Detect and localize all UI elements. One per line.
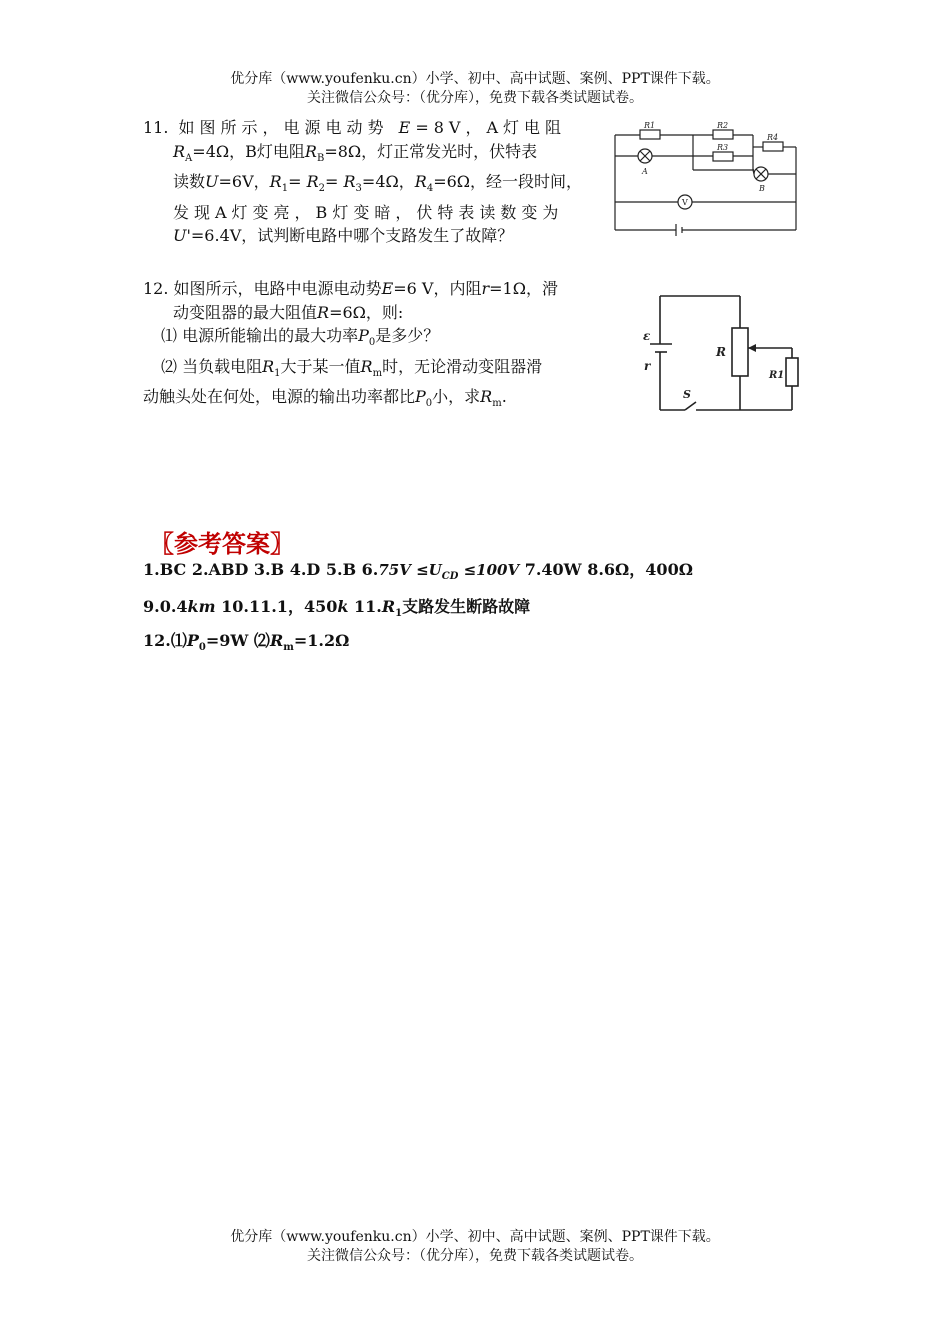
fig1-label-v: V	[682, 198, 688, 207]
fig1-label-a: A	[642, 167, 648, 176]
header-line-1: 优分库（www.youfenku.cn）小学、初中、高中试题、案例、PPT课件下载。	[230, 71, 720, 87]
circuit-11-svg	[613, 118, 799, 236]
q11-number: 11.	[143, 118, 169, 137]
q12-number: 12.	[143, 279, 169, 298]
header-line-2: 关注微信公众号：（优分库），免费下载各类试题试卷。	[307, 90, 643, 106]
fig2-label-eps: ε	[643, 329, 651, 343]
question-12: 12. 如图所示，电路中电源电动势E=6 V，内阻r=1Ω，滑 动变阻器的最大阻值R=6Ω，则: ⑴ 电源所能输出的最大功率$P_0$是多少？ ⑵ 当负载电阻$R_1$大于某一值$R_m$时，无论滑动变阻器滑 动触头处在何处，电源的输出功率都比$P_0$小，求$R_m$.	[143, 279, 558, 410]
answers-line-3: $12.⑴P_0=9W$ $⑵R_m=1.2\Omega$	[143, 631, 350, 654]
fig1-label-r2: R2	[717, 121, 729, 130]
circuit-12-svg	[638, 290, 810, 418]
question-11: 11. 如图所示，电源电动势 E=8V，A灯电阻 $R_A=4\Omega$，B灯电阻$R_B=8\Omega$，灯正常发光时，伏特表 读数U=6V，$R_1= R_2= R_3=4\Omega$，$R_4=6\Omega$，经一段时间， 发现A灯变亮，B灯变暗，伏特表读数变为 U'=6.4V，试判断电路中哪个支路发生了故障？	[143, 118, 583, 246]
footer-line-2: 关注微信公众号：（优分库），免费下载各类试题试卷。	[307, 1248, 643, 1264]
circuit-diagram-12	[638, 290, 810, 422]
fig1-label-r3: R3	[717, 143, 729, 152]
page-footer	[0, 1228, 950, 1266]
fig1-label-b: B	[759, 184, 765, 193]
fig2-label-big-r: R	[716, 345, 726, 359]
fig1-label-r1: R1	[644, 121, 656, 130]
page-header	[0, 70, 950, 108]
answer-6-formula: $75V \le U_{CD} \le 100V$	[378, 561, 520, 582]
answers-title: 〖参考答案〗	[150, 529, 294, 558]
footer-line-1: 优分库（www.youfenku.cn）小学、初中、高中试题、案例、PPT课件下载。	[230, 1229, 720, 1245]
fig1-label-r4: R4	[767, 133, 779, 142]
fig2-label-r: r	[644, 359, 651, 373]
answers-line-2: 9.0.4km 10.11.1，450k $11.R_1$支路发生断路故障	[143, 597, 531, 620]
circuit-diagram-11	[613, 118, 799, 240]
answers-line-1: 1.BC 2.ABD 3.B 4.D 5.B $6.75V \le U_{CD} \le 100V$ 7.40W 8.6Ω，400Ω	[143, 560, 693, 582]
fig2-label-r1: R1	[769, 370, 785, 381]
fig2-label-s: S	[683, 388, 691, 401]
